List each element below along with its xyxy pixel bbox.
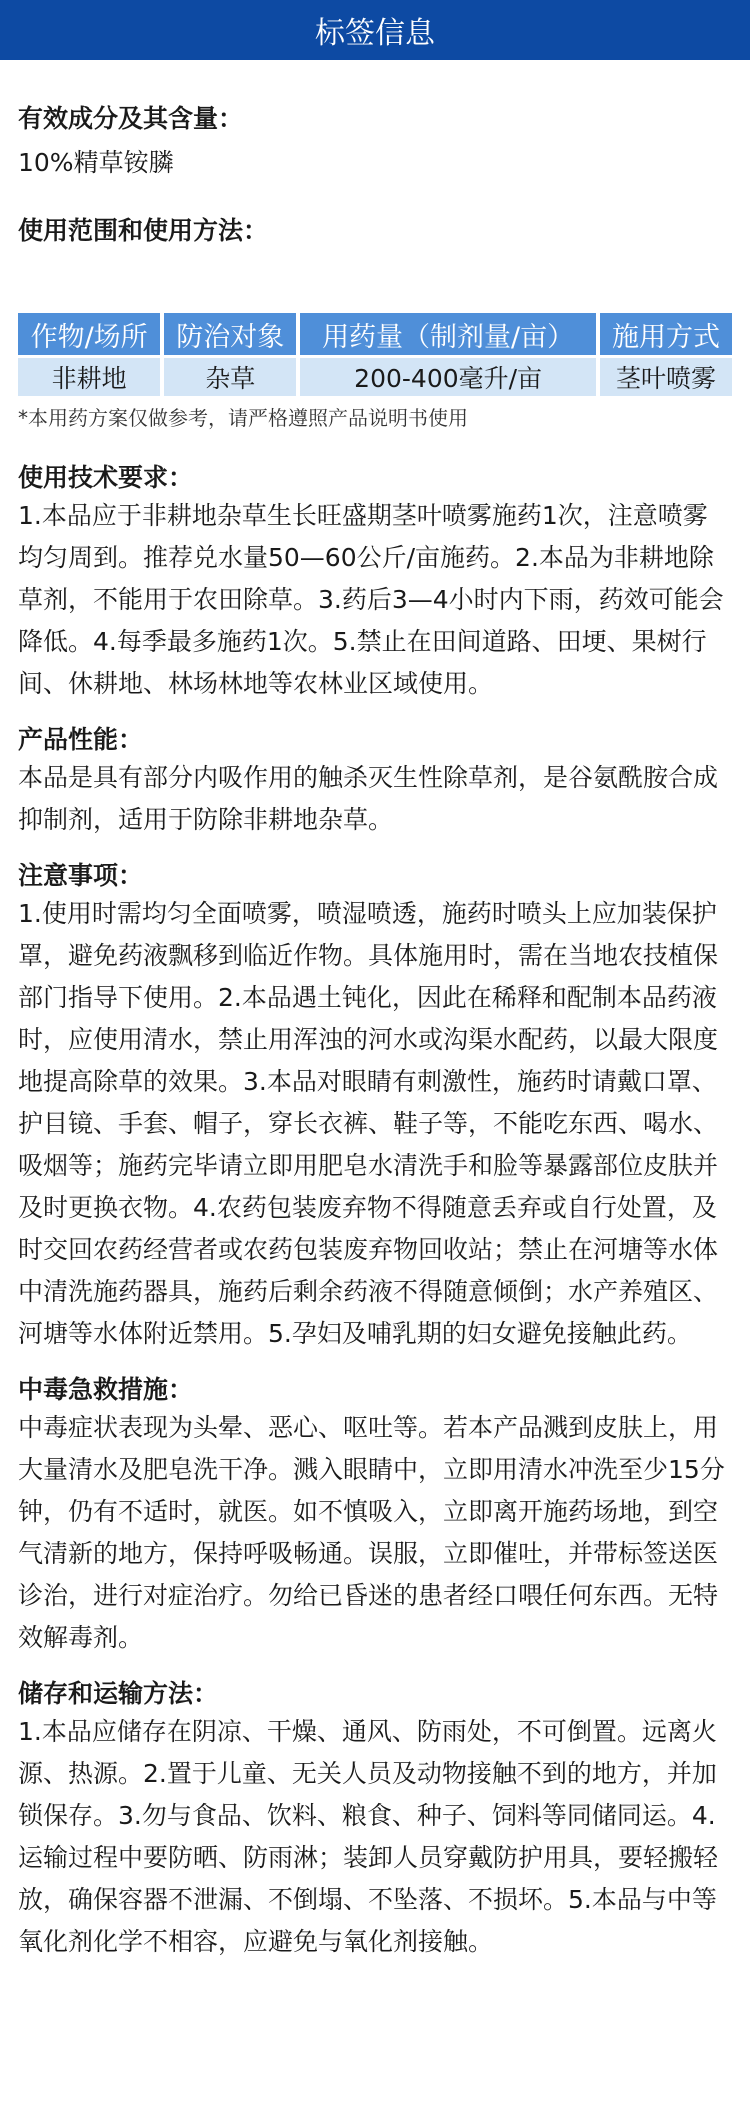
- table-cell-target: 杂草: [164, 358, 296, 396]
- ingredient-title: 有效成分及其含量：: [18, 104, 244, 133]
- table-cell-method: 茎叶喷雾: [600, 358, 732, 396]
- first-aid-title: 中毒急救措施：: [18, 1375, 194, 1404]
- table-row: [18, 358, 732, 396]
- dosage-table-header-row: [18, 313, 732, 355]
- precautions-title: 注意事项：: [18, 861, 144, 890]
- storage-text: 1.本品应储存在阴凉、干燥、通风、防雨处，不可倒置。远离火源、热源。2.置于儿童、无关人员及动物接触不到的地方，并加锁保存。3.勿与食品、饮料、粮食、种子、饲料等同储同运。4.运输过程中要防晒、防雨淋；装卸人员穿戴防护用具，要轻搬轻放，确保容器不泄漏、不倒塌、不坠落、不损坏。5.本品与中等氧化剂化学不相容，应避免与氧化剂接触。: [18, 1717, 719, 1956]
- usage-title: 使用范围和使用方法：: [18, 216, 269, 245]
- table-cell-dosage: 200-400毫升/亩: [300, 358, 596, 396]
- first-aid-text: 中毒症状表现为头晕、恶心、呕吐等。若本产品溅到皮肤上，用大量清水及肥皂洗干净。溅入眼睛中，立即用清水冲洗至少15分钟，仍有不适时，就医。如不慎吸入，立即离开施药场地，到空气清新的地方，保持呼吸畅通。误服，立即催吐，并带标签送医诊治，进行对症治疗。勿给已昏迷的患者经口喂任何东西。无特效解毒剂。: [18, 1413, 725, 1652]
- table-header-crop: 作物/场所: [18, 313, 160, 355]
- first-aid-section: [18, 1373, 732, 1659]
- page-header: [0, 0, 750, 60]
- ingredient-section: [18, 102, 732, 184]
- performance-text: 本品是具有部分内吸作用的触杀灭生性除草剂，是谷氨酰胺合成抑制剂，适用于防除非耕地杂草。: [18, 763, 719, 834]
- dosage-table-wrap: [18, 310, 732, 399]
- page-title: 标签信息: [315, 16, 435, 51]
- content: [0, 60, 750, 1963]
- table-header-target: 防治对象: [164, 313, 296, 355]
- usage-note: *本用药方案仅做参考，请严格遵照产品说明书使用: [18, 406, 468, 430]
- precautions-section: [18, 859, 732, 1355]
- storage-section: [18, 1677, 732, 1963]
- storage-title: 储存和运输方法：: [18, 1679, 219, 1708]
- performance-section: [18, 723, 732, 841]
- table-header-method: 施用方式: [600, 313, 732, 355]
- tech-requirements-title: 使用技术要求：: [18, 463, 194, 492]
- performance-title: 产品性能：: [18, 725, 144, 754]
- table-header-dosage: 用药量（制剂量/亩）: [300, 313, 596, 355]
- usage-section: [18, 214, 732, 431]
- dosage-table: [14, 310, 736, 399]
- table-cell-crop: 非耕地: [18, 358, 160, 396]
- tech-requirements-section: [18, 461, 732, 705]
- tech-requirements-text: 1.本品应于非耕地杂草生长旺盛期茎叶喷雾施药1次，注意喷雾均匀周到。推荐兑水量50—60公斤/亩施药。2.本品为非耕地除草剂，不能用于农田除草。3.药后3—4小时内下雨，药效可能会降低。4.每季最多施药1次。5.禁止在田间道路、田埂、果树行间、休耕地、林场林地等农林业区域使用。: [18, 501, 724, 698]
- ingredient-value: 10%精草铵膦: [18, 148, 174, 177]
- precautions-text: 1.使用时需均匀全面喷雾，喷湿喷透，施药时喷头上应加装保护罩，避免药液飘移到临近作物。具体施用时，需在当地农技植保部门指导下使用。2.本品遇土钝化，因此在稀释和配制本品药液时，应使用清水，禁止用浑浊的河水或沟渠水配药，以最大限度地提高除草的效果。3.本品对眼睛有刺激性，施药时请戴口罩、护目镜、手套、帽子，穿长衣裤、鞋子等，不能吃东西、喝水、吸烟等；施药完毕请立即用肥皂水清洗手和脸等暴露部位皮肤并及时更换衣物。4.农药包装废弃物不得随意丢弃或自行处置，及时交回农药经营者或农药包装废弃物回收站；禁止在河塘等水体中清洗施药器具，施药后剩余药液不得随意倾倒；水产养殖区、河塘等水体附近禁用。5.孕妇及哺乳期的妇女避免接触此药。: [18, 899, 719, 1348]
